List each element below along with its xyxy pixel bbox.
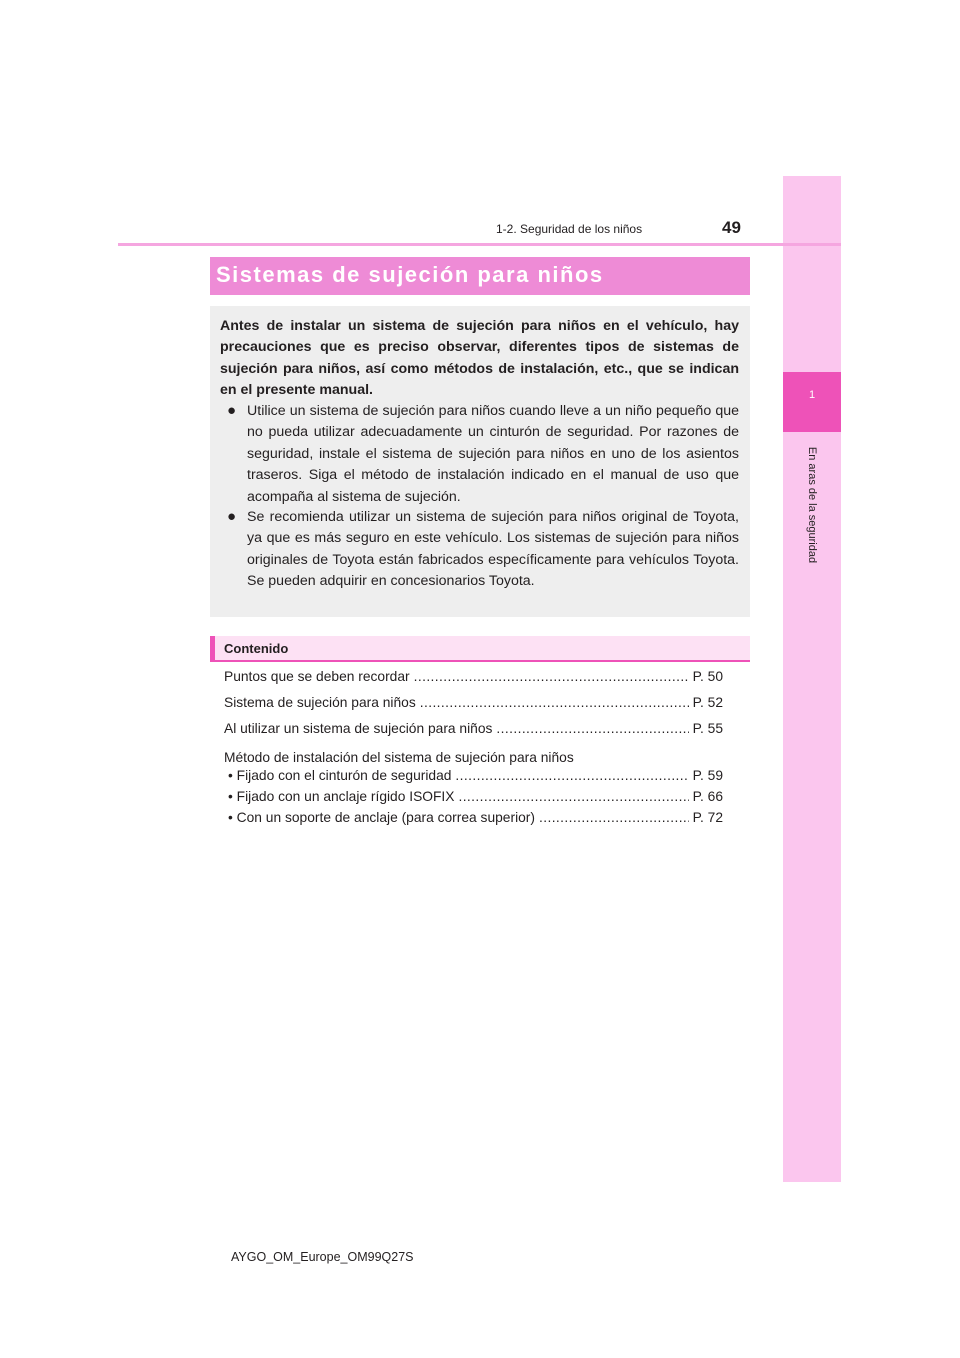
page-title: Sistemas de sujeción para niños (216, 262, 604, 287)
toc-leader-dots (455, 768, 688, 783)
toc-entry-title: • Fijado con el cinturón de seguridad (228, 768, 452, 783)
chapter-number: 1 (808, 389, 816, 401)
toc-page-ref[interactable]: P. 55 (692, 721, 723, 736)
toc-leader-dots (496, 721, 688, 736)
toc-page-ref[interactable]: P. 50 (692, 669, 723, 684)
toc-leader-dots (539, 810, 689, 825)
toc-entry-title: Al utilizar un sistema de sujeción para niños (224, 721, 493, 736)
toc-leader-dots (420, 695, 689, 710)
contents-heading-rule (210, 660, 750, 662)
toc-entry-title: • Con un soporte de anclaje (para correa superior) (228, 810, 535, 825)
contents-heading-bar (210, 636, 750, 660)
section-reference: 1-2. Seguridad de los niños (496, 222, 643, 236)
toc-page-ref[interactable]: P. 66 (692, 789, 723, 804)
chapter-tab-strip (783, 176, 841, 1182)
bullet-dot-icon: ● (227, 508, 237, 525)
toc-group-heading: Método de instalación del sistema de sujeción para niños (224, 750, 574, 765)
intro-bullet-2: Se recomienda utilizar un sistema de sujeción para niños original de Toyota, ya que es más seguro en este vehículo. Los sistemas de sujeción para niños originales de Toyota están fabricados específicamente para vehículos Toyota. Se pueden adquirir en concesionarios Toyota. (247, 509, 739, 590)
chapter-tab-active[interactable] (783, 372, 841, 432)
contents-heading: Contenido (224, 641, 289, 656)
toc-entry-title: • Fijado con un anclaje rígido ISOFIX (228, 789, 455, 804)
toc-leader-dots (414, 669, 689, 684)
header-rule (118, 243, 841, 246)
toc-subentry[interactable] (228, 789, 723, 804)
bullet-dot-icon: ● (227, 402, 237, 419)
chapter-title-vertical: En aras de la seguridad (806, 446, 818, 564)
toc-entry-title: Puntos que se deben recordar (224, 669, 410, 684)
footer-document-code: AYGO_OM_Europe_OM99Q27S (231, 1250, 414, 1264)
toc-entry[interactable] (224, 721, 723, 736)
toc-leader-dots (458, 789, 688, 804)
toc-subentry[interactable] (228, 810, 723, 825)
toc-page-ref[interactable]: P. 59 (692, 768, 723, 783)
toc-subentry[interactable] (228, 768, 723, 783)
page-number: 49 (722, 218, 741, 237)
contents-heading-accent (210, 636, 215, 662)
toc-page-ref[interactable]: P. 52 (692, 695, 723, 710)
toc-entry-title: Sistema de sujeción para niños (224, 695, 416, 710)
toc-entry[interactable] (224, 669, 723, 684)
toc-entry[interactable] (224, 695, 723, 710)
toc-page-ref[interactable]: P. 72 (692, 810, 723, 825)
intro-bullet-1: Utilice un sistema de sujeción para niños cuando lleve a un niño pequeño que no pueda utilizar adecuadamente un cinturón de seguridad. Por razones de seguridad, instale el sistema de sujeción para niños en uno de los asientos traseros. Siga el método de instalación indicado en el manual de uso que acompaña al sistema de sujeción. (247, 403, 739, 505)
intro-text: Antes de instalar un sistema de sujeción para niños en el vehículo, hay precauciones que es preciso observar, diferentes tipos de sistemas de sujeción para niños, así como métodos de instalación, etc., que se indican en el presente manual. (220, 318, 739, 398)
